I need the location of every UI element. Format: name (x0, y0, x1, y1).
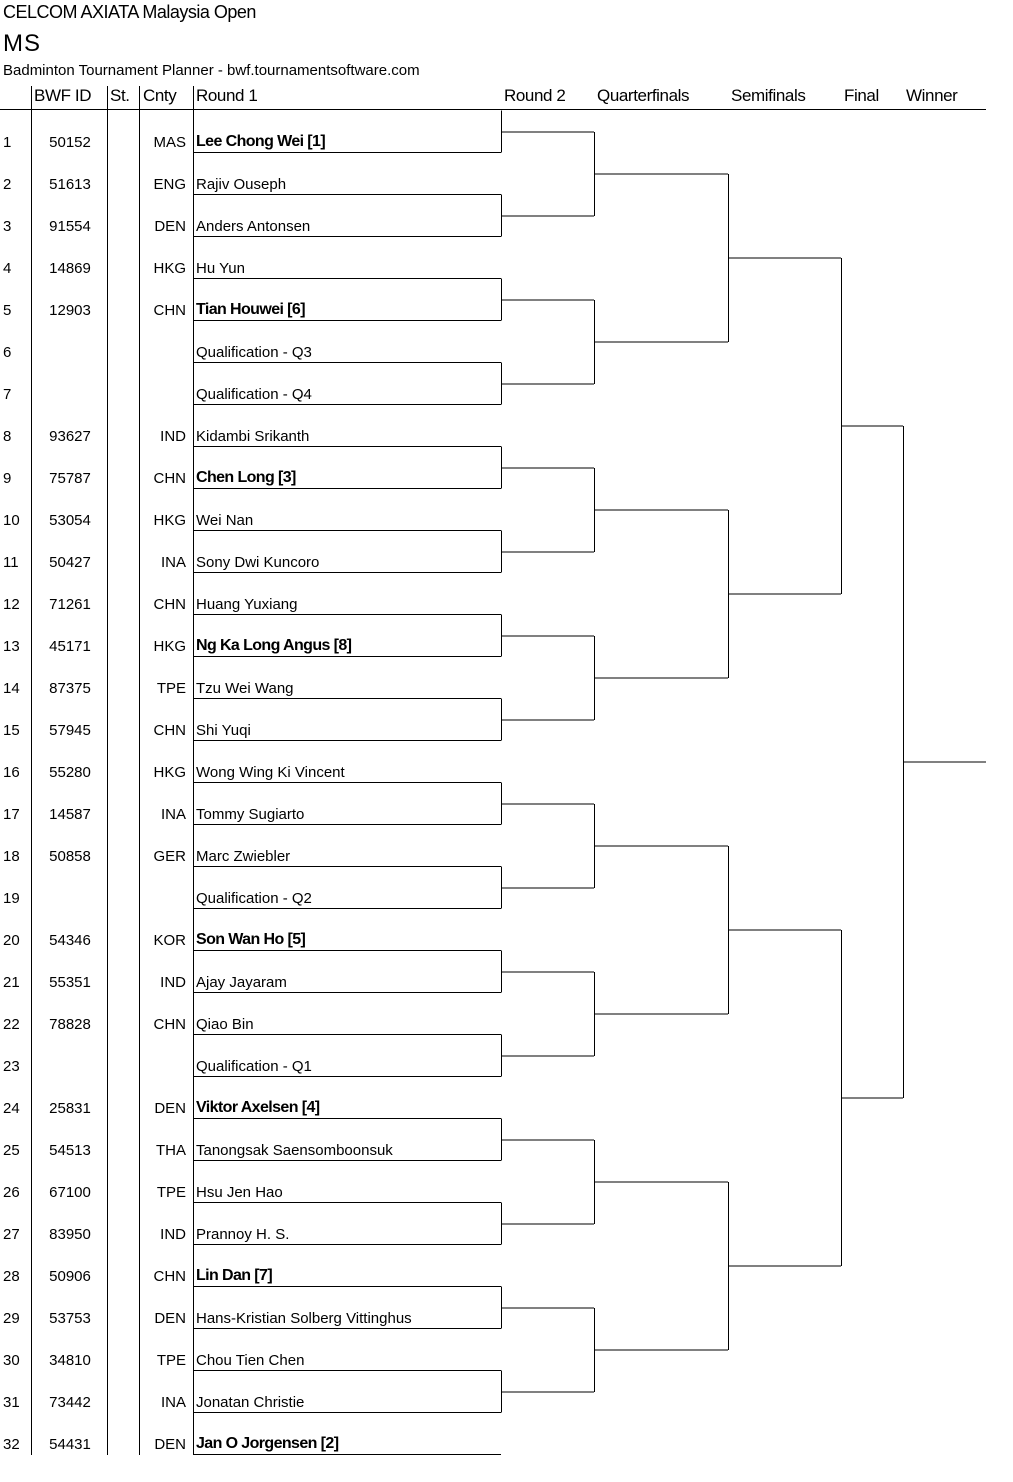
entry-country: INA (160, 554, 186, 571)
header-winner: Winner (906, 86, 958, 105)
entry-country: HKG (153, 764, 186, 781)
entry-country: CHN (153, 302, 186, 319)
entry-number: 12 (3, 596, 20, 613)
draw-entry-row (0, 615, 1013, 657)
entry-country: INA (160, 1394, 186, 1411)
draw-entry-row (0, 993, 1013, 1035)
entry-bwf-id: 14587 (49, 806, 91, 823)
draw-entry-row (0, 279, 1013, 321)
seeded-player-name: Lee Chong Wei [1] (196, 133, 326, 150)
player-name: Qiao Bin (196, 1016, 254, 1033)
entry-bwf-id: 50858 (49, 848, 91, 865)
entry-number: 17 (3, 806, 20, 823)
draw-entry-row (0, 1203, 1013, 1245)
player-name: Kidambi Srikanth (196, 428, 310, 445)
seeded-player-name: Son Wan Ho [5] (196, 931, 306, 948)
draw-entry-row (0, 1035, 1013, 1077)
entry-country: GER (153, 848, 186, 865)
player-name: Qualification - Q2 (196, 890, 312, 907)
draw-entry-row (0, 1161, 1013, 1203)
entry-country: IND (160, 1226, 186, 1243)
entry-bwf-id: 45171 (49, 638, 91, 655)
header-status: St. (110, 86, 130, 105)
entry-number: 8 (3, 428, 12, 445)
draw-entry-row (0, 405, 1013, 447)
entry-bwf-id: 55351 (49, 974, 91, 991)
player-name: Hsu Jen Hao (196, 1184, 283, 1201)
draw-entry-row (0, 1077, 1013, 1119)
entry-bwf-id: 54346 (49, 932, 91, 949)
draw-entry-row (0, 1119, 1013, 1161)
header-final: Final (844, 86, 879, 105)
player-name: Anders Antonsen (196, 218, 311, 235)
draw-entry-row (0, 1245, 1013, 1287)
entry-country: CHN (153, 470, 186, 487)
draw-entry-row (0, 1413, 1013, 1455)
entry-bwf-id: 50906 (49, 1268, 91, 1285)
player-name: Qualification - Q4 (196, 386, 312, 403)
draw-entry-row (0, 447, 1013, 489)
entry-number: 10 (3, 512, 20, 529)
event-name: MS (3, 30, 41, 57)
player-name: Chou Tien Chen (196, 1352, 305, 1369)
entry-country: ENG (153, 176, 186, 193)
draw-entry-row (0, 783, 1013, 825)
entry-bwf-id: 55280 (49, 764, 91, 781)
entry-bwf-id: 54513 (49, 1142, 91, 1159)
entry-number: 28 (3, 1268, 20, 1285)
draw-entry-row (0, 237, 1013, 279)
player-name: Tzu Wei Wang (196, 680, 294, 697)
player-name: Hans-Kristian Solberg Vittinghus (196, 1310, 412, 1327)
seeded-player-name: Chen Long [3] (196, 469, 296, 486)
entry-number: 22 (3, 1016, 20, 1033)
entry-number: 5 (3, 302, 12, 319)
entry-country: CHN (153, 596, 186, 613)
draw-entry-row (0, 573, 1013, 615)
header-bwf-id: BWF ID (34, 86, 92, 105)
entry-number: 18 (3, 848, 20, 865)
draw-entry-row (0, 657, 1013, 699)
draw-entry-row (0, 1371, 1013, 1413)
draw-entry-row (0, 195, 1013, 237)
draw-entry-row (0, 909, 1013, 951)
seeded-player-name: Ng Ka Long Angus [8] (196, 637, 352, 654)
player-name: Huang Yuxiang (196, 596, 298, 613)
entry-number: 32 (3, 1436, 20, 1453)
entry-country: IND (160, 974, 186, 991)
draw-entry-row (0, 153, 1013, 195)
draw-entry-row (0, 1287, 1013, 1329)
draw-entry-row (0, 531, 1013, 573)
draw-entry-row (0, 867, 1013, 909)
entry-number: 4 (3, 260, 12, 277)
entry-bwf-id: 54431 (49, 1436, 91, 1453)
draw-entry-row (0, 111, 1013, 153)
player-name: Wei Nan (196, 512, 254, 529)
entry-country: INA (160, 806, 186, 823)
player-name: Qualification - Q1 (196, 1058, 312, 1075)
entry-number: 9 (3, 470, 12, 487)
entry-country: KOR (153, 932, 186, 949)
entry-bwf-id: 83950 (49, 1226, 91, 1243)
entry-number: 7 (3, 386, 12, 403)
seeded-player-name: Viktor Axelsen [4] (196, 1099, 320, 1116)
entry-bwf-id: 25831 (49, 1100, 91, 1117)
draw-entry-row (0, 825, 1013, 867)
player-name: Wong Wing Ki Vincent (196, 764, 345, 781)
entry-number: 1 (3, 134, 12, 151)
entry-bwf-id: 67100 (49, 1184, 91, 1201)
entry-country: THA (156, 1142, 186, 1159)
entry-number: 11 (3, 554, 19, 571)
entry-number: 26 (3, 1184, 20, 1201)
header-country: Cnty (143, 86, 177, 105)
entry-number: 30 (3, 1352, 20, 1369)
entry-number: 3 (3, 218, 12, 235)
entry-bwf-id: 53054 (49, 512, 91, 529)
entry-bwf-id: 51613 (49, 176, 91, 193)
entry-number: 16 (3, 764, 20, 781)
entry-bwf-id: 91554 (49, 218, 91, 235)
draw-entry-row (0, 951, 1013, 993)
entry-number: 24 (3, 1100, 20, 1117)
entry-country: CHN (153, 722, 186, 739)
draw-entry-row (0, 363, 1013, 405)
source-subtitle: Badminton Tournament Planner - bwf.tournamentsoftware.com (3, 62, 420, 79)
player-name: Sony Dwi Kuncoro (196, 554, 320, 571)
player-name: Tommy Sugiarto (196, 806, 305, 823)
entry-country: DEN (154, 1100, 186, 1117)
entry-bwf-id: 93627 (49, 428, 91, 445)
entry-country: TPE (156, 680, 186, 697)
player-name: Rajiv Ouseph (196, 176, 287, 193)
entry-bwf-id: 75787 (49, 470, 91, 487)
entry-bwf-id: 87375 (49, 680, 91, 697)
entry-bwf-id: 50152 (49, 134, 91, 151)
header-round-1: Round 1 (196, 86, 258, 105)
entry-bwf-id: 50427 (49, 554, 91, 571)
entry-number: 14 (3, 680, 20, 697)
draw-entry-row (0, 489, 1013, 531)
entry-number: 25 (3, 1142, 20, 1159)
entry-country: IND (160, 428, 186, 445)
entry-country: HKG (153, 638, 186, 655)
entry-bwf-id: 14869 (49, 260, 91, 277)
entry-number: 6 (3, 344, 12, 361)
entry-number: 23 (3, 1058, 20, 1075)
player-name: Hu Yun (196, 260, 245, 277)
entry-country: HKG (153, 260, 186, 277)
player-name: Qualification - Q3 (196, 344, 312, 361)
entry-bwf-id: 12903 (49, 302, 91, 319)
entry-country: CHN (153, 1016, 186, 1033)
entry-number: 27 (3, 1226, 20, 1243)
draw-entry-row (0, 321, 1013, 363)
entry-country: TPE (156, 1184, 186, 1201)
header-round-2: Round 2 (504, 86, 566, 105)
entry-bwf-id: 34810 (49, 1352, 91, 1369)
entry-bwf-id: 73442 (49, 1394, 91, 1411)
entry-number: 29 (3, 1310, 20, 1327)
seeded-player-name: Jan O Jorgensen [2] (196, 1435, 339, 1452)
player-name: Marc Zwiebler (196, 848, 291, 865)
draw-entry-row (0, 1329, 1013, 1371)
draw-entry-row (0, 699, 1013, 741)
entry-bwf-id: 71261 (49, 596, 91, 613)
entry-country: CHN (153, 1268, 186, 1285)
header-semifinals: Semifinals (731, 86, 806, 105)
entry-number: 15 (3, 722, 20, 739)
entry-number: 2 (3, 176, 12, 193)
player-name: Shi Yuqi (196, 722, 251, 739)
entry-number: 31 (3, 1394, 20, 1411)
entry-bwf-id: 57945 (49, 722, 91, 739)
header-quarterfinals: Quarterfinals (597, 86, 690, 105)
entry-country: DEN (154, 1436, 186, 1453)
entry-number: 21 (3, 974, 20, 991)
seeded-player-name: Lin Dan [7] (196, 1267, 273, 1284)
entry-number: 19 (3, 890, 20, 907)
player-name: Jonatan Christie (196, 1394, 305, 1411)
entry-bwf-id: 53753 (49, 1310, 91, 1327)
entry-country: TPE (156, 1352, 186, 1369)
entry-country: DEN (154, 1310, 186, 1327)
entry-number: 20 (3, 932, 20, 949)
seeded-player-name: Tian Houwei [6] (196, 301, 305, 318)
entry-number: 13 (3, 638, 20, 655)
tournament-title: CELCOM AXIATA Malaysia Open (3, 2, 256, 22)
entry-bwf-id: 78828 (49, 1016, 91, 1033)
entry-country: HKG (153, 512, 186, 529)
draw-entry-row (0, 741, 1013, 783)
player-name: Tanongsak Saensomboonsuk (196, 1142, 393, 1159)
player-name: Ajay Jayaram (196, 974, 287, 991)
player-name: Prannoy H. S. (196, 1226, 290, 1243)
entry-country: DEN (154, 218, 186, 235)
entry-country: MAS (153, 134, 186, 151)
